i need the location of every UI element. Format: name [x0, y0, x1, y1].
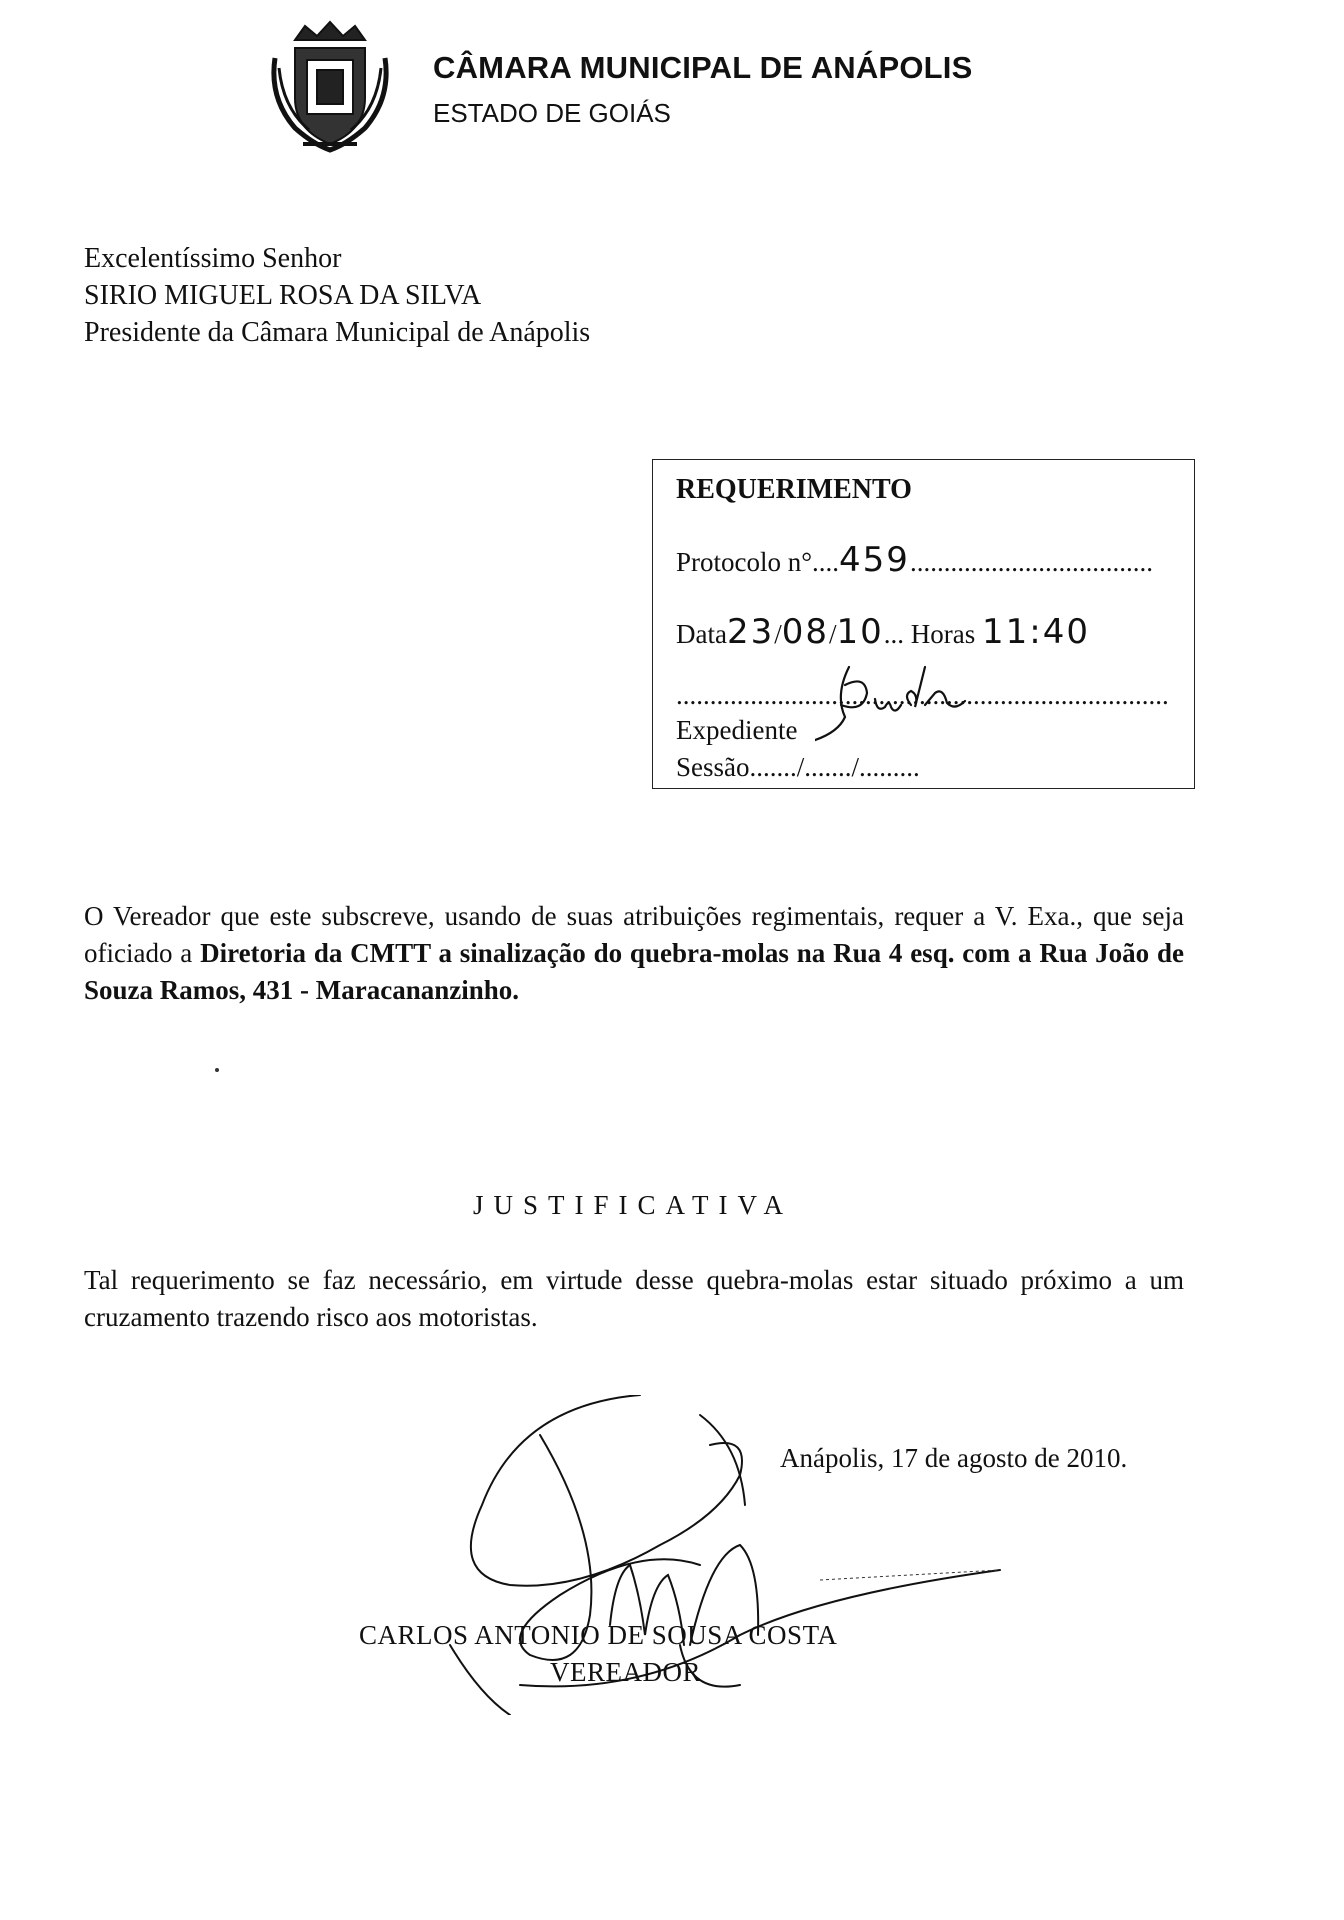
handwritten-signature [440, 1395, 1010, 1715]
stamp-title: REQUERIMENTO [676, 474, 912, 505]
signer-role: VEREADOR [550, 1657, 701, 1687]
date-day: 23 [726, 612, 775, 652]
sessao-label: Sessão [676, 752, 750, 782]
hours-value: 11:40 [982, 612, 1091, 652]
stamp-sessao-line: Sessão......./......./......... [676, 752, 920, 782]
addressee-role: Presidente da Câmara Municipal de Anápolis [84, 317, 591, 348]
organization-title: CÂMARA MUNICIPAL DE ANÁPOLIS [433, 50, 973, 85]
addressee-salutation: Excelentíssimo Senhor [84, 243, 342, 274]
stamp-signature-line: ......................................................................... [676, 680, 1169, 710]
organization-subtitle: ESTADO DE GOIÁS [433, 98, 671, 128]
signer-name: CARLOS ANTONIO DE SOUSA COSTA [359, 1620, 838, 1650]
justificativa-text: Tal requerimento se faz necessário, em virtude desse quebra-molas estar situado próximo a um cruzamento trazendo risco aos motoristas. [84, 1265, 1184, 1332]
stamp-date-line: Data23/08/10... Horas 11:40 [676, 612, 1091, 652]
date-year: 10 [836, 612, 884, 652]
municipal-crest-icon [265, 18, 395, 158]
stamp-initials-signature [815, 655, 1015, 750]
request-paragraph [84, 898, 1184, 1009]
place-and-date: Anápolis, 17 de agosto de 2010. [780, 1443, 1128, 1473]
justificativa-heading: JUSTIFICATIVA [472, 1190, 794, 1220]
protocol-label: Protocolo n° [676, 547, 813, 577]
date-month: 08 [781, 612, 830, 652]
scan-speck [215, 1068, 219, 1072]
request-subject: Diretoria da CMTT a sinalização do quebra-molas na Rua 4 esq. com a Rua João de Souza Ramos, 431 - Maracananzinho. [84, 938, 1184, 1005]
request-intro: O Vereador que este subscreve, usando de suas atribuições regimentais, requer a V. Exa., que seja oficiado a [84, 901, 1184, 968]
expediente-label: Expediente [676, 715, 798, 745]
protocol-number: 459 [839, 540, 910, 580]
stamp-protocol-line: Protocolo n°....459.................................... [676, 540, 1153, 580]
addressee-name: SIRIO MIGUEL ROSA DA SILVA [84, 280, 482, 311]
date-label: Data [676, 619, 727, 649]
hours-label: Horas [910, 619, 976, 649]
